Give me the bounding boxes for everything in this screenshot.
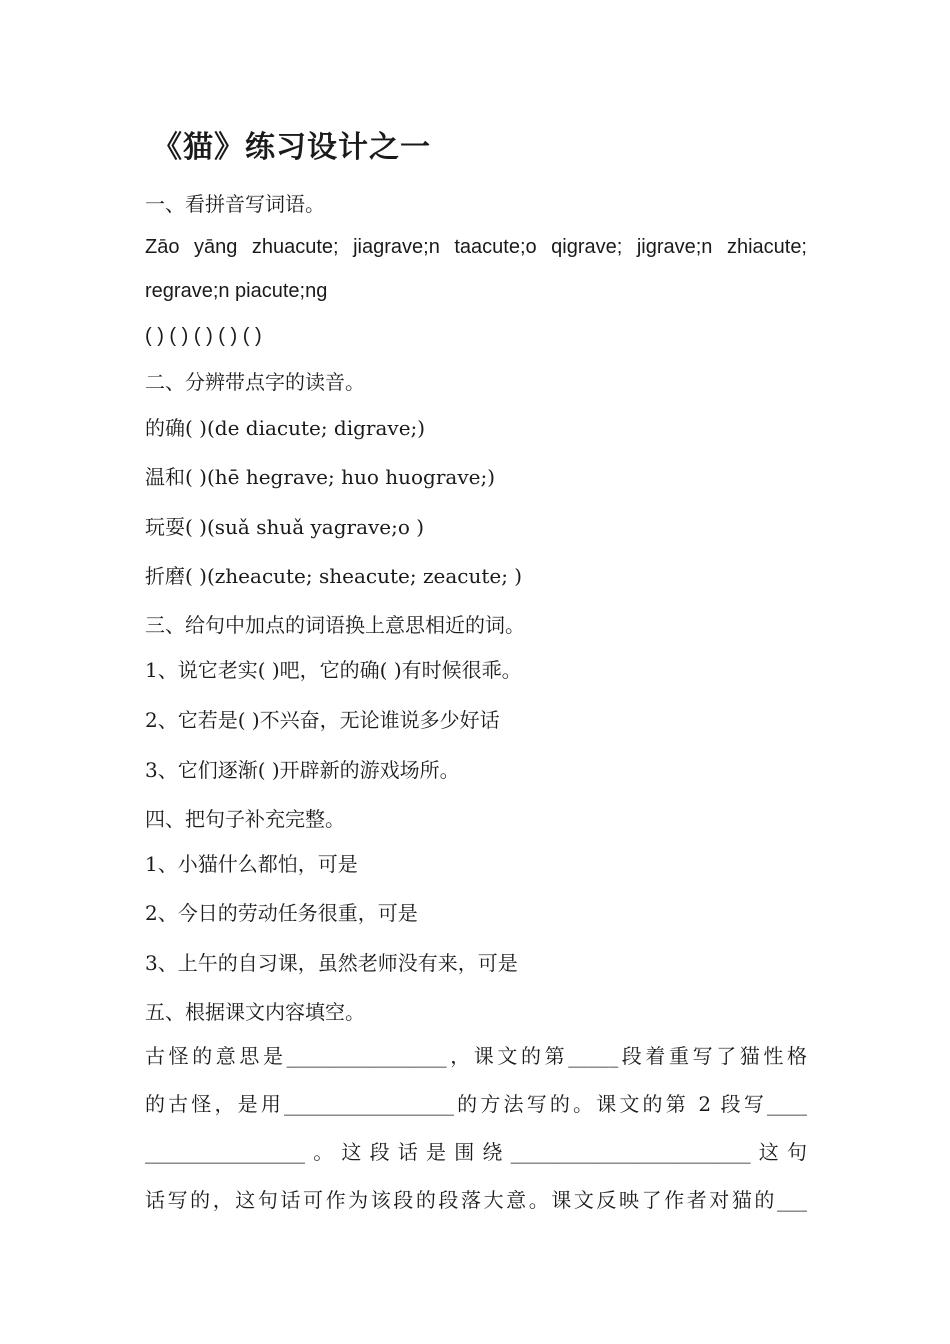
- section-heading-2: 二、分辨带点字的读音。: [145, 370, 365, 394]
- reading-item: 玩耍( )(suǎ shuǎ yagrave;o ): [145, 515, 425, 539]
- exercise-item: 1、说它老实( )吧，它的确( )有时候很乖。: [145, 658, 522, 682]
- fill-in-paragraph-line: ________________。这段话是围绕________________________这句: [145, 1140, 807, 1164]
- exercise-item: 2、它若是( )不兴奋，无论谁说多少好话: [145, 708, 500, 732]
- exercise-item: 3、它们逐渐( )开辟新的游戏场所。: [145, 758, 460, 782]
- fill-in-paragraph-line: 的古怪，是用_________________的方法写的。课文的第 2 段写____: [145, 1092, 807, 1116]
- exercise-item: 2、今日的劳动任务很重，可是: [145, 901, 418, 925]
- exercise-item: 1、小猫什么都怕，可是: [145, 852, 358, 876]
- page-title: 《猫》练习设计之一: [152, 130, 431, 165]
- section-heading-3: 三、给句中加点的词语换上意思相近的词。: [145, 613, 525, 637]
- section-heading-1: 一、看拼音写词语。: [145, 192, 325, 216]
- reading-item: 折磨( )(zheacute; sheacute; zeacute; ): [145, 564, 523, 588]
- pinyin-line-continued: regrave;n piacute;ng: [145, 280, 328, 302]
- exercise-item: 3、上午的自习课，虽然老师没有来，可是: [145, 951, 518, 975]
- fill-in-paragraph-line: 话写的，这句话可作为该段的段落大意。课文反映了作者对猫的___: [145, 1188, 807, 1212]
- reading-item: 温和( )(hē hegrave; huo huograve;): [145, 465, 495, 489]
- section-heading-4: 四、把句子补充完整。: [145, 807, 345, 831]
- pinyin-line: Zāo yāng zhuacute; jiagrave;n taacute;o qigrave; jigrave;n zhiacute;: [145, 236, 807, 258]
- fill-in-paragraph-line: 古怪的意思是________________，课文的第_____段着重写了猫性格: [145, 1044, 807, 1068]
- answer-blanks: ( ) ( ) ( ) ( ) ( ): [145, 325, 262, 347]
- section-heading-5: 五、根据课文内容填空。: [145, 1000, 365, 1024]
- reading-item: 的确( )(de diacute; digrave;): [145, 416, 426, 440]
